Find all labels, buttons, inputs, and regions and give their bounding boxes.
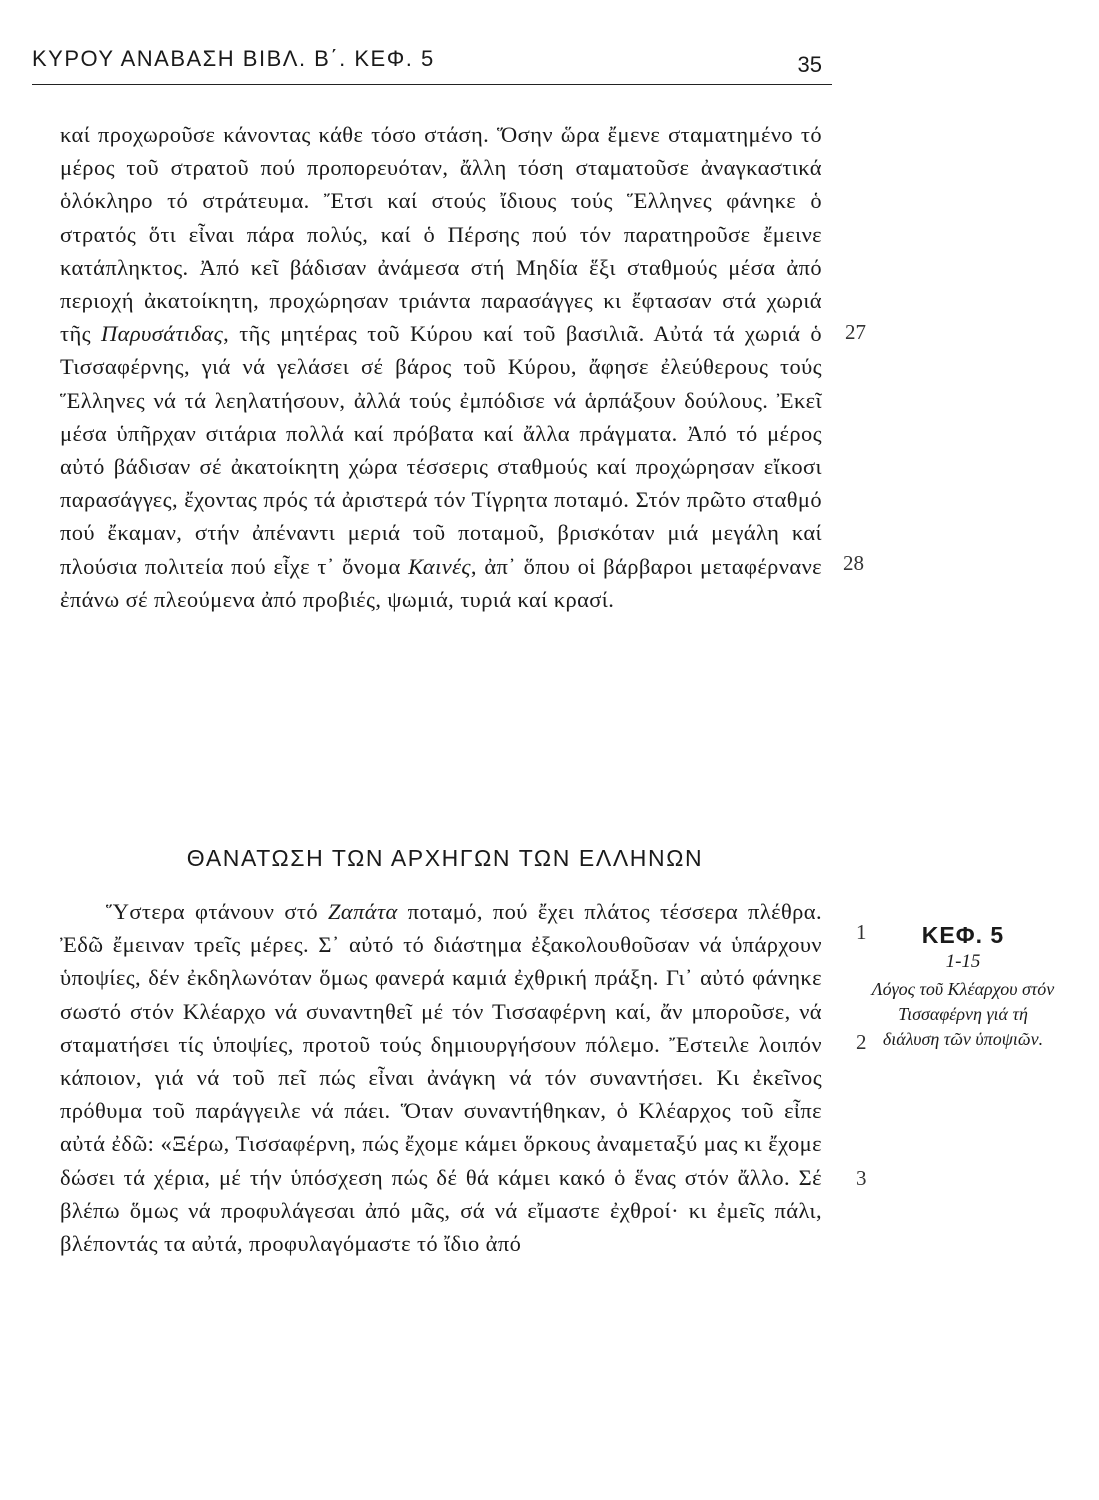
paragraph-continuation <box>60 118 822 616</box>
section-number: 27 <box>845 320 866 344</box>
section-number: 3 <box>856 1166 867 1190</box>
paragraph <box>60 895 822 1260</box>
section-number: 1 <box>856 920 867 944</box>
section-number: 28 <box>843 551 864 575</box>
text-run: καί προχωροῦσε κάνοντας κάθε τόσο στάση. Ὅσην ὥρα ἔμενε σταματημένο τό μέρος τοῦ στρατοῦ πού προπορευόταν, ἄλλη τόση σταματοῦσε ἀναγκαστικά ὁλόκληρο τό στράτευμα. Ἔτσι καί στούς ἴδιους τούς Ἕλληνες φάνηκε ὁ στρατός ὅτι εἶναι πάρα πολύς, καί ὁ Πέρσης πού τόν παρατηροῦσε ἔμεινε κατάπληκτος. Ἀπό κεῖ βάδισαν ἀνάμεσα στή Μηδία ἕξι σταθμούς μέσα ἀπό περιοχή ἀκατοίκητη, προχώρησαν τριάντα παρασάγγες κι ἔφτασαν στά χωριά τῆς <box>60 122 822 347</box>
verse-range: 1-15 <box>945 951 981 972</box>
section-heading: ΘΑΝΑΤΩΣΗ ΤΩΝ ΑΡΧΗΓΩΝ ΤΩΝ ΕΛΛΗΝΩΝ <box>186 845 704 871</box>
italic-place-name: Παρυσάτιδας <box>100 321 224 347</box>
section-number: 2 <box>856 1030 867 1054</box>
text-run: , ἀπ᾿ ὅπου οἱ βάρβαροι μεταφέρνανε ἐπάνω σέ πλεούμενα ἀπό προβιές, ψωμιά, τυριά καί κρασί. <box>60 553 822 612</box>
text-run: Ὕστερα φτάνουν στό <box>106 899 328 924</box>
italic-place-name: Καινές <box>408 553 471 579</box>
text-run: , τῆς μητέρας τοῦ Κύρου καί τοῦ βασιλιᾶ. Αὐτά τά χωριά ὁ Τισσαφέρνης, γιά νά γελάσει σέ βάρος τοῦ Κύρου, ἄφησε ἐλεύθερους τούς Ἕλληνες νά τά λεηλατήσουν, ἀλλά τούς ἐμπόδισε νά ἁρπάξουν δούλους. Ἐκεῖ μέσα ὑπῆρχαν σιτάρια πολλά καί πρόβατα καί ἄλλα πράγματα. Ἀπό τό μέρος αὐτό βάδισαν σέ ἀκατοίκητη χώρα τέσσερις σταθμούς καί προχώρησαν εἴκοσι παρασάγγες, ἔχοντας πρός τά ἀριστερά τόν Τίγρητα ποταμό. Στόν πρῶτο σταθμό πού ἔκαμαν, στήν ἀπέναντι μεριά τοῦ ποταμοῦ, βρισκόταν μιά μεγάλη καί πλούσια πολιτεία πού εἶχε τ᾿ ὄνομα <box>60 321 822 579</box>
running-title: ΚΥΡΟΥ ΑΝΑΒΑΣΗ ΒΙΒΛ. Β΄. ΚΕΦ. 5 <box>32 46 435 71</box>
page-header <box>32 40 832 85</box>
text-run: ποταμό, πού ἔχει πλάτος τέσσερα πλέθρα. Ἐδῶ ἔμειναν τρεῖς μέρες. Σ᾿ αὐτό τό διάστημα ἐξακολουθοῦσαν νά ὑπάρχουν ὑποψίες, δέν ἐκδηλωνόταν ὅμως φανερά καμιά ἐχθρική πράξη. Γι᾿ αὐτό φάνηκε σωστό στόν Κλέαρχο νά συναντηθεῖ μέ τόν Τισσαφέρνη καί, ἄν μποροῦσε, νά σταματήσει τίς ὑποψίες, προτοῦ τούς δημιουργήσουν πόλεμο. Ἔστειλε λοιπόν κάποιον, γιά νά τοῦ πεῖ πώς εἶναι ἀνάγκη νά τόν συναντήσει. Κι ἐκεῖνος πρόθυμα τοῦ παράγγειλε νά πάει. Ὅταν συναντήθηκαν, ὁ Κλέαρχος τοῦ εἶπε αὐτά ἐδῶ: «Ξέρω, Τισσαφέρνη, πώς ἔχομε κάμει ὅρκους ἀναμεταξύ μας κι ἔχομε δώσει τά χέρια, μέ τήν ὑπόσχεση πώς δέ θά κάμει κακό ὁ ἕνας στόν ἄλλο. Σέ βλέπω ὅμως νά προφυλάγεσαι ἀπό μᾶς, σά νά εἴμαστε ἐχθροί· κι ἐμεῖς πάλι, βλέποντάς τα αὐτά, προφυλαγόμαστε τό ἴδιο ἀπό <box>60 899 822 1257</box>
chapter-label: ΚΕΦ. 5 <box>921 922 1005 948</box>
page-number: 35 <box>797 52 822 77</box>
chapter-summary: Λόγος τοῦ Κλέαρχου στόν Τισσαφέρνη γιά τή διάλυση τῶν ὑποψιῶν. <box>871 979 1055 1049</box>
italic-river-name: Ζαπάτα <box>328 899 398 924</box>
margin-note <box>868 922 1058 1052</box>
